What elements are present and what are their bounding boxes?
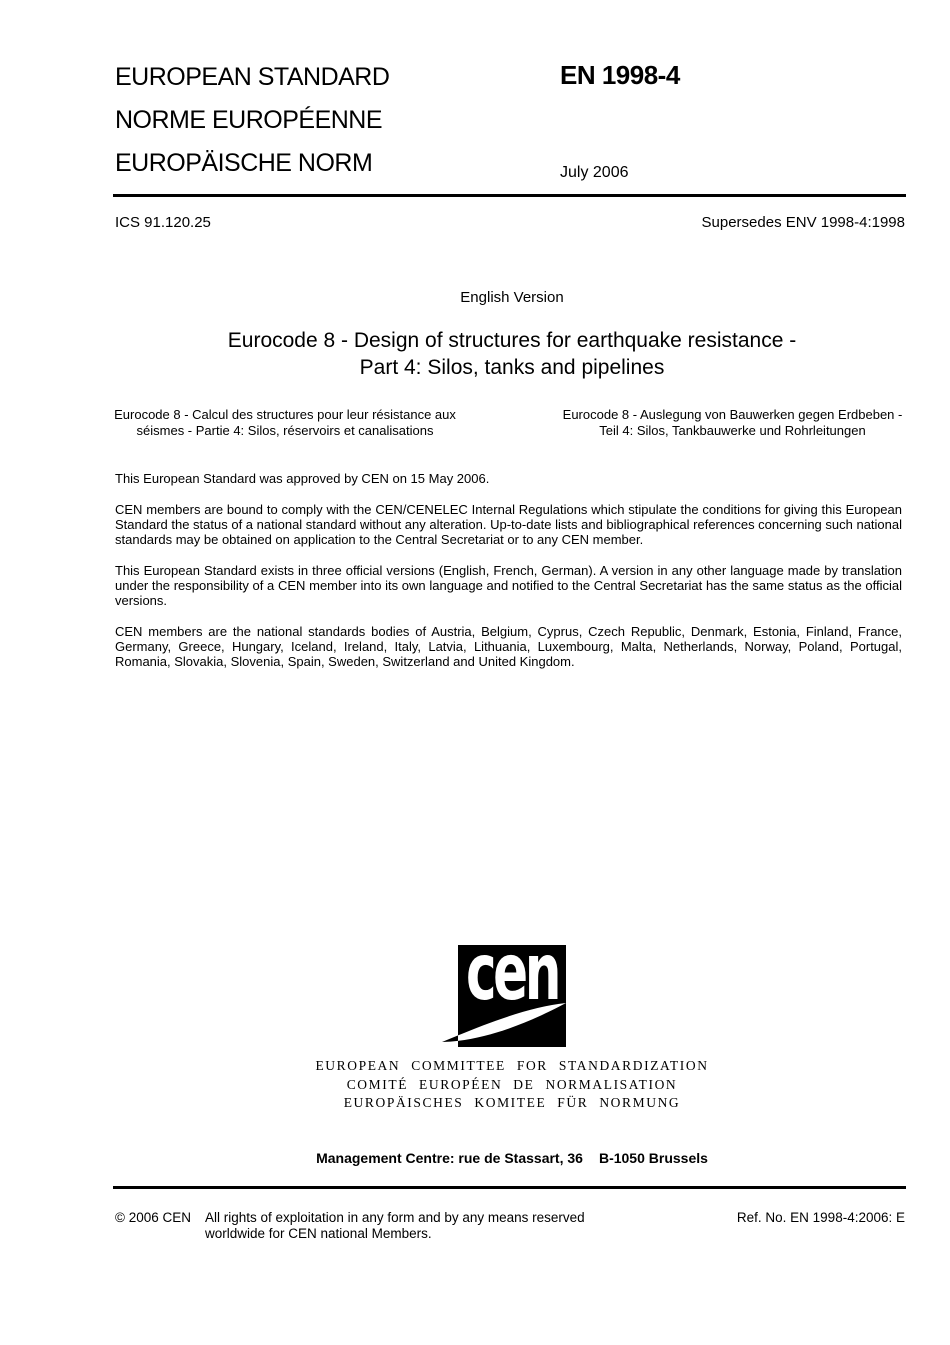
paragraph-versions: This European Standard exists in three official versions (English, French, German). A version in any other language made by translation under the responsibility of a CEN member into its own language and notified to the Central Secretariat has the same status as the official versions. <box>115 563 902 608</box>
subtitle-french <box>110 407 460 439</box>
management-centre-address <box>117 1150 907 1166</box>
committee-name-de: EUROPÄISCHES KOMITEE FÜR NORMUNG <box>343 1095 681 1110</box>
document-title <box>45 327 950 381</box>
standard-number: EN 1998-4 <box>560 60 680 90</box>
version-label: English Version <box>460 289 564 306</box>
paragraph-members: CEN members are the national standards bodies of Austria, Belgium, Cyprus, Czech Republic, Denmark, Estonia, Finland, France, Germany, Greece, Hungary, Iceland, Ireland, Italy, Latvia, Lithuania, Luxembourg, Malta, Netherlands, Norway, Poland, Portugal, Romania, Slovakia, Slovenia, Spain, Sweden, Switzerland and United Kingdom. <box>115 624 902 669</box>
address-street: Management Centre: rue de Stassart, 36 <box>316 1150 583 1166</box>
subtitle-german <box>555 407 910 439</box>
subtitle-french-line1: Eurocode 8 - Calcul des structures pour leur résistance aux <box>114 407 456 422</box>
document-title-line2: Part 4: Silos, tanks and pipelines <box>359 356 665 379</box>
paragraph-regulations: CEN members are bound to comply with the CEN/CENELEC Internal Regulations which stipulate the conditions for giving this European Standard the status of a national standard without any alteration. Up-to-date lists and bibliographical references concerning such national standards may be obtained on application to the Central Secretariat or to any CEN member. <box>115 502 902 547</box>
reference-number: Ref. No. EN 1998-4:2006: E <box>736 1210 905 1225</box>
rights-line2: worldwide for CEN national Members. <box>205 1226 432 1241</box>
ics-row <box>115 214 905 231</box>
copyright-notice: © 2006 CEN <box>115 1210 191 1225</box>
subtitle-french-line2: séismes - Partie 4: Silos, réservoirs et canalisations <box>136 423 434 438</box>
committee-names <box>117 1057 907 1113</box>
standard-names <box>115 56 389 185</box>
body-text <box>115 471 902 685</box>
footer-rule <box>113 1186 906 1189</box>
subtitle-german-line2: Teil 4: Silos, Tankbauwerke und Rohrleitungen <box>599 423 866 438</box>
committee-name-fr: COMITÉ EUROPÉEN DE NORMALISATION <box>346 1076 678 1092</box>
standard-name-fr: NORME EUROPÉENNE <box>115 106 383 134</box>
cen-logo-icon <box>438 945 568 1055</box>
header-rule <box>113 194 906 197</box>
address-city: B-1050 Brussels <box>598 1150 708 1166</box>
approval-statement: This European Standard was approved by CEN on 15 May 2006. <box>115 471 490 486</box>
standard-name-de: EUROPÄISCHE NORM <box>115 149 373 177</box>
publication-date: July 2006 <box>560 164 629 181</box>
rights-statement <box>205 1210 585 1242</box>
committee-name-en: EUROPEAN COMMITTEE FOR STANDARDIZATION <box>315 1058 709 1073</box>
document-title-line1: Eurocode 8 - Design of structures for earthquake resistance - <box>227 329 797 352</box>
cen-logo-text: cen <box>466 945 559 1019</box>
supersedes-note: Supersedes ENV 1998-4:1998 <box>701 214 905 231</box>
ics-code: ICS 91.120.25 <box>115 214 211 231</box>
rights-line1: All rights of exploitation in any form and by any means reserved <box>205 1210 585 1225</box>
standard-name-en: EUROPEAN STANDARD <box>115 63 390 91</box>
subtitle-german-line1: Eurocode 8 - Auslegung von Bauwerken gegen Erdbeben - <box>562 407 903 422</box>
